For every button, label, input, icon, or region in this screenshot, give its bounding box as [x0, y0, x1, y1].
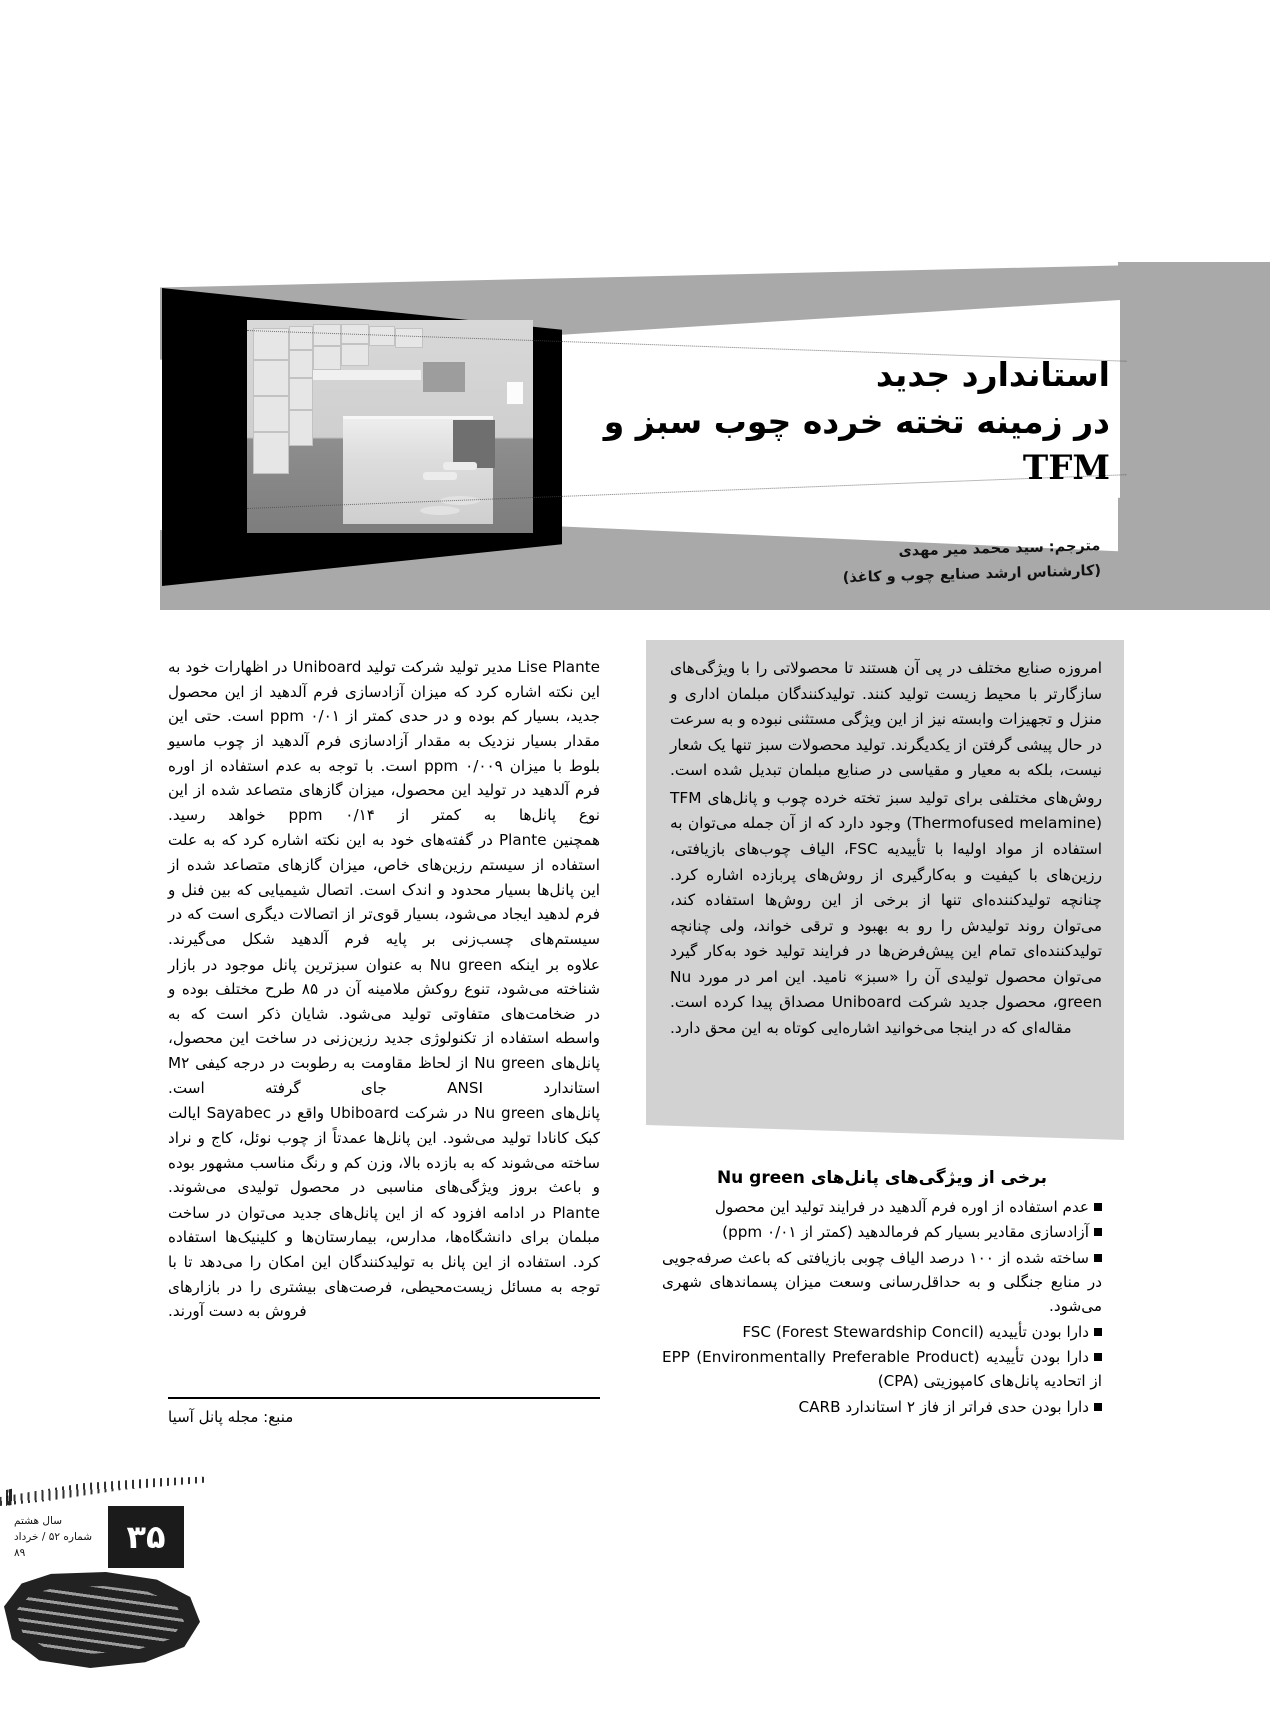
title-line-1: استاندارد جدید: [875, 355, 1110, 394]
issue-year: سال هشتم: [14, 1515, 63, 1528]
feature-item: [662, 1246, 1102, 1319]
square-bullet-icon: [1094, 1203, 1102, 1211]
feature-item: [662, 1320, 1102, 1344]
hero-photo: [247, 320, 533, 533]
square-bullet-icon: [1094, 1328, 1102, 1336]
title-line-3: TFM: [1022, 447, 1110, 488]
issue-number: شماره ۵۲ / خرداد ۸۹: [14, 1531, 93, 1559]
photo-stool-base: [420, 506, 460, 515]
photo-shelf: [341, 344, 369, 366]
photo-shelf: [253, 432, 289, 474]
body-paragraph: Lise Plante مدیر تولید شرکت تولید Uniboard در اظهارات خود به این نکته اشاره کرد که میزان آزادسازی فرم آلدهید از این محصول جدید، بسیار کم بوده و در حدی کمتر از ۰/۰۱ ppm است. حتی این مقدار بسیار نزدیک به مقدار آزادسازی فرم آلدهید از چوب ماسیو بلوط با میزان ۰/۰۰۹ ppm است. با توجه به عدم استفاده از اوره فرم آلدهید در تولید این محصول، میزان گازهای متصاعد شده از این نوع پانل‌ها به کمتر از ۰/۱۴ ppm خواهد رسید.: [168, 658, 601, 824]
square-bullet-icon: [1094, 1403, 1102, 1411]
photo-shelf: [253, 328, 289, 360]
photo-shelf: [289, 410, 313, 446]
square-bullet-icon: [1094, 1254, 1102, 1262]
body-paragraph: علاوه بر اینکه Nu green به عنوان سبزترین پانل موجود در بازار شناخته می‌شود، تنوع روکش ملامینه آن در ۸۵ طرح مختلف بوده و در ضخامت‌های متفاوتی تولید می‌شود. شایان ذکر است که به واسطه استفاده از تکنولوژی جدید رزین‌زنی در ساخت این محصول، پانل‌های Nu green از لحاظ مقاومت به رطوبت در درجه کیفی M۲ استاندارد ANSI جای گرفته است.: [168, 955, 601, 1097]
page-number: ۳۵: [126, 1518, 166, 1556]
photo-shelf: [395, 328, 423, 348]
source-divider: [168, 1397, 600, 1399]
intro-paragraph: امروزه صنایع مختلف در پی آن هستند تا محصولاتی را با ویژگی‌های سازگارتر با محیط زیست تولید کنند. تولیدکنندگان مبلمان اداری و منزل و تجهیزات وابسته نیز از این ویژگی مستثنی نبوده و به سرعت در حال پیشی گرفتن از یکدیگرند. تولید محصولات سبز تنها یک شعار نیست، بلکه به معیار و مقیاسی در صنایع مبلمان تبدیل شده است.: [670, 659, 1102, 780]
body-paragraph: پانل‌های Nu green در شرکت Ubiboard واقع در Sayabec ایالت کبک کانادا تولید می‌شود. این پانل‌ها عمدتاً از چوب نوئل، کاج و نراد ساخته می‌شوند که به بازده بالا، وزن کم و رنگ مناسب مشهور بوده و باعث بروز ویژگی‌های مناسبی در محصول تولیدی می‌شوند.: [168, 1104, 600, 1197]
feature-item: [662, 1395, 1102, 1419]
photo-stool-seat: [423, 472, 457, 480]
body-column: [168, 655, 600, 1325]
issue-info: [10, 1508, 102, 1568]
feature-item: [662, 1220, 1102, 1244]
photo-window: [507, 382, 523, 404]
feature-item: [662, 1345, 1102, 1394]
square-bullet-icon: [1094, 1228, 1102, 1236]
features-heading: برخی از ویژگی‌های پانل‌های Nu green: [716, 1168, 1048, 1188]
photo-appliance: [453, 420, 495, 468]
photo-shelf: [289, 378, 313, 410]
photo-shelf-rail: [313, 370, 421, 380]
body-paragraph: Plante در ادامه افزود که از این پانل‌های جدید می‌توان در ساخت مبلمان برای دانشگاه‌ها، مدارس، بیمارستان‌ها و کلینیک‌ها استفاده کرد. استفاده از این پانل به تولیدکنندگان این امکان را می‌دهد تا با توجه به مسائل زیست‌محیطی، فرصت‌های بیشتری را در بازارهای فروش به دست آورند.: [168, 1203, 600, 1321]
intro-column: [670, 656, 1102, 1043]
feature-text: دارا بودن تأییدیه EPP (Environmentally Preferable Product) از اتحادیه پانل‌های کامپوزیتی (CPA): [662, 1347, 1102, 1391]
features-block: [662, 1168, 1102, 1420]
feature-text: آزادسازی مقادیر بسیار کم فرمالدهید (کمتر از ۰/۰۱ ppm): [722, 1223, 1089, 1242]
square-bullet-icon: [1094, 1353, 1102, 1361]
body-paragraph: همچنین Plante در گفته‌های خود به این نکته اشاره کرد که به علت استفاده از سیستم رزین‌های خاص، میزان گازهای متصاعد شده از این پانل‌ها بسیار محدود و اندک است. اتصال شیمیایی که بین فنل و فرم لدهید ایجاد می‌شود، بسیار قوی‌تر از اتصالات دیگری است که در سیستم‌های چسب‌زنی بر پایه فرم آلدهید شکل می‌گیرند.: [168, 831, 601, 948]
photo-dark-panel: [423, 362, 465, 392]
photo-shelf: [289, 350, 313, 378]
translator-name: مترجم: سید محمد میر مهدی: [898, 537, 1101, 560]
feature-text: عدم استفاده از اوره فرم آلدهید در فرایند تولید این محصول: [714, 1198, 1089, 1216]
feature-text: دارا بودن تأییدیه FSC (Forest Stewardship Concil): [742, 1322, 1089, 1341]
hero-header: [0, 0, 1270, 625]
photo-shelf: [253, 360, 289, 396]
photo-shelf: [313, 324, 341, 346]
page-title: [590, 352, 1110, 492]
photo-shelf: [289, 326, 313, 350]
feature-item: [662, 1195, 1102, 1219]
page-number-badge: [108, 1506, 184, 1568]
source-line: منبع: مجله پانل آسیا: [168, 1408, 294, 1426]
feature-text: ساخته شده از ۱۰۰ درصد الیاف چوبی بازیافتی که باعث صرفه‌جویی در منابع جنگلی و به حداقل‌رسانی وسعت میزان پسماندهای شهری می‌شود.: [662, 1248, 1102, 1316]
feature-text: دارا بودن حدی فراتر از فاز ۲ استاندارد CARB: [798, 1397, 1089, 1416]
features-list: [662, 1195, 1102, 1419]
translator-role: (کارشناس ارشد صنایع چوب و کاغذ): [842, 563, 1102, 587]
intro-paragraph: روش‌های مختلفی برای تولید سبز تخته خرده چوب و پانل‌های TFM (Thermofused melamine) وجود دارد که از آن جمله می‌توان به استفاده از مواد اولیه‌ا با تأییدیه FSC، الیاف چوب‌های بازیافتی، رزین‌های با کیفیت و به‌کارگیری از روش‌های پربازده اشاره کرد. چنانچه تولیدکننده‌ای تنها از برخی از این روش‌ها استفاده کند، می‌توان روند تولیدش را رو به بهبود و ترقی خواند، ولی چنانچه تولیدکننده‌ای تمام این پیش‌فرض‌ها در فرایند تولید خود به‌کار گیرد می‌توان محصول تولیدی آن را «سبز» نامید. این امر در مورد Nu green، محصول جدید شرکت Uniboard مصداق پیدا کرده است. مقاله‌ای که در اینجا می‌خوانید اشاره‌ایی کوتاه به این محق دارد.: [670, 788, 1102, 1037]
masthead-logo: [0, 1468, 230, 1713]
photo-shelf: [313, 346, 341, 370]
title-line-2: در زمینه تخته خرده چوب سبز و: [603, 401, 1110, 441]
photo-shelf: [253, 396, 289, 432]
photo-stool-seat: [443, 462, 477, 470]
